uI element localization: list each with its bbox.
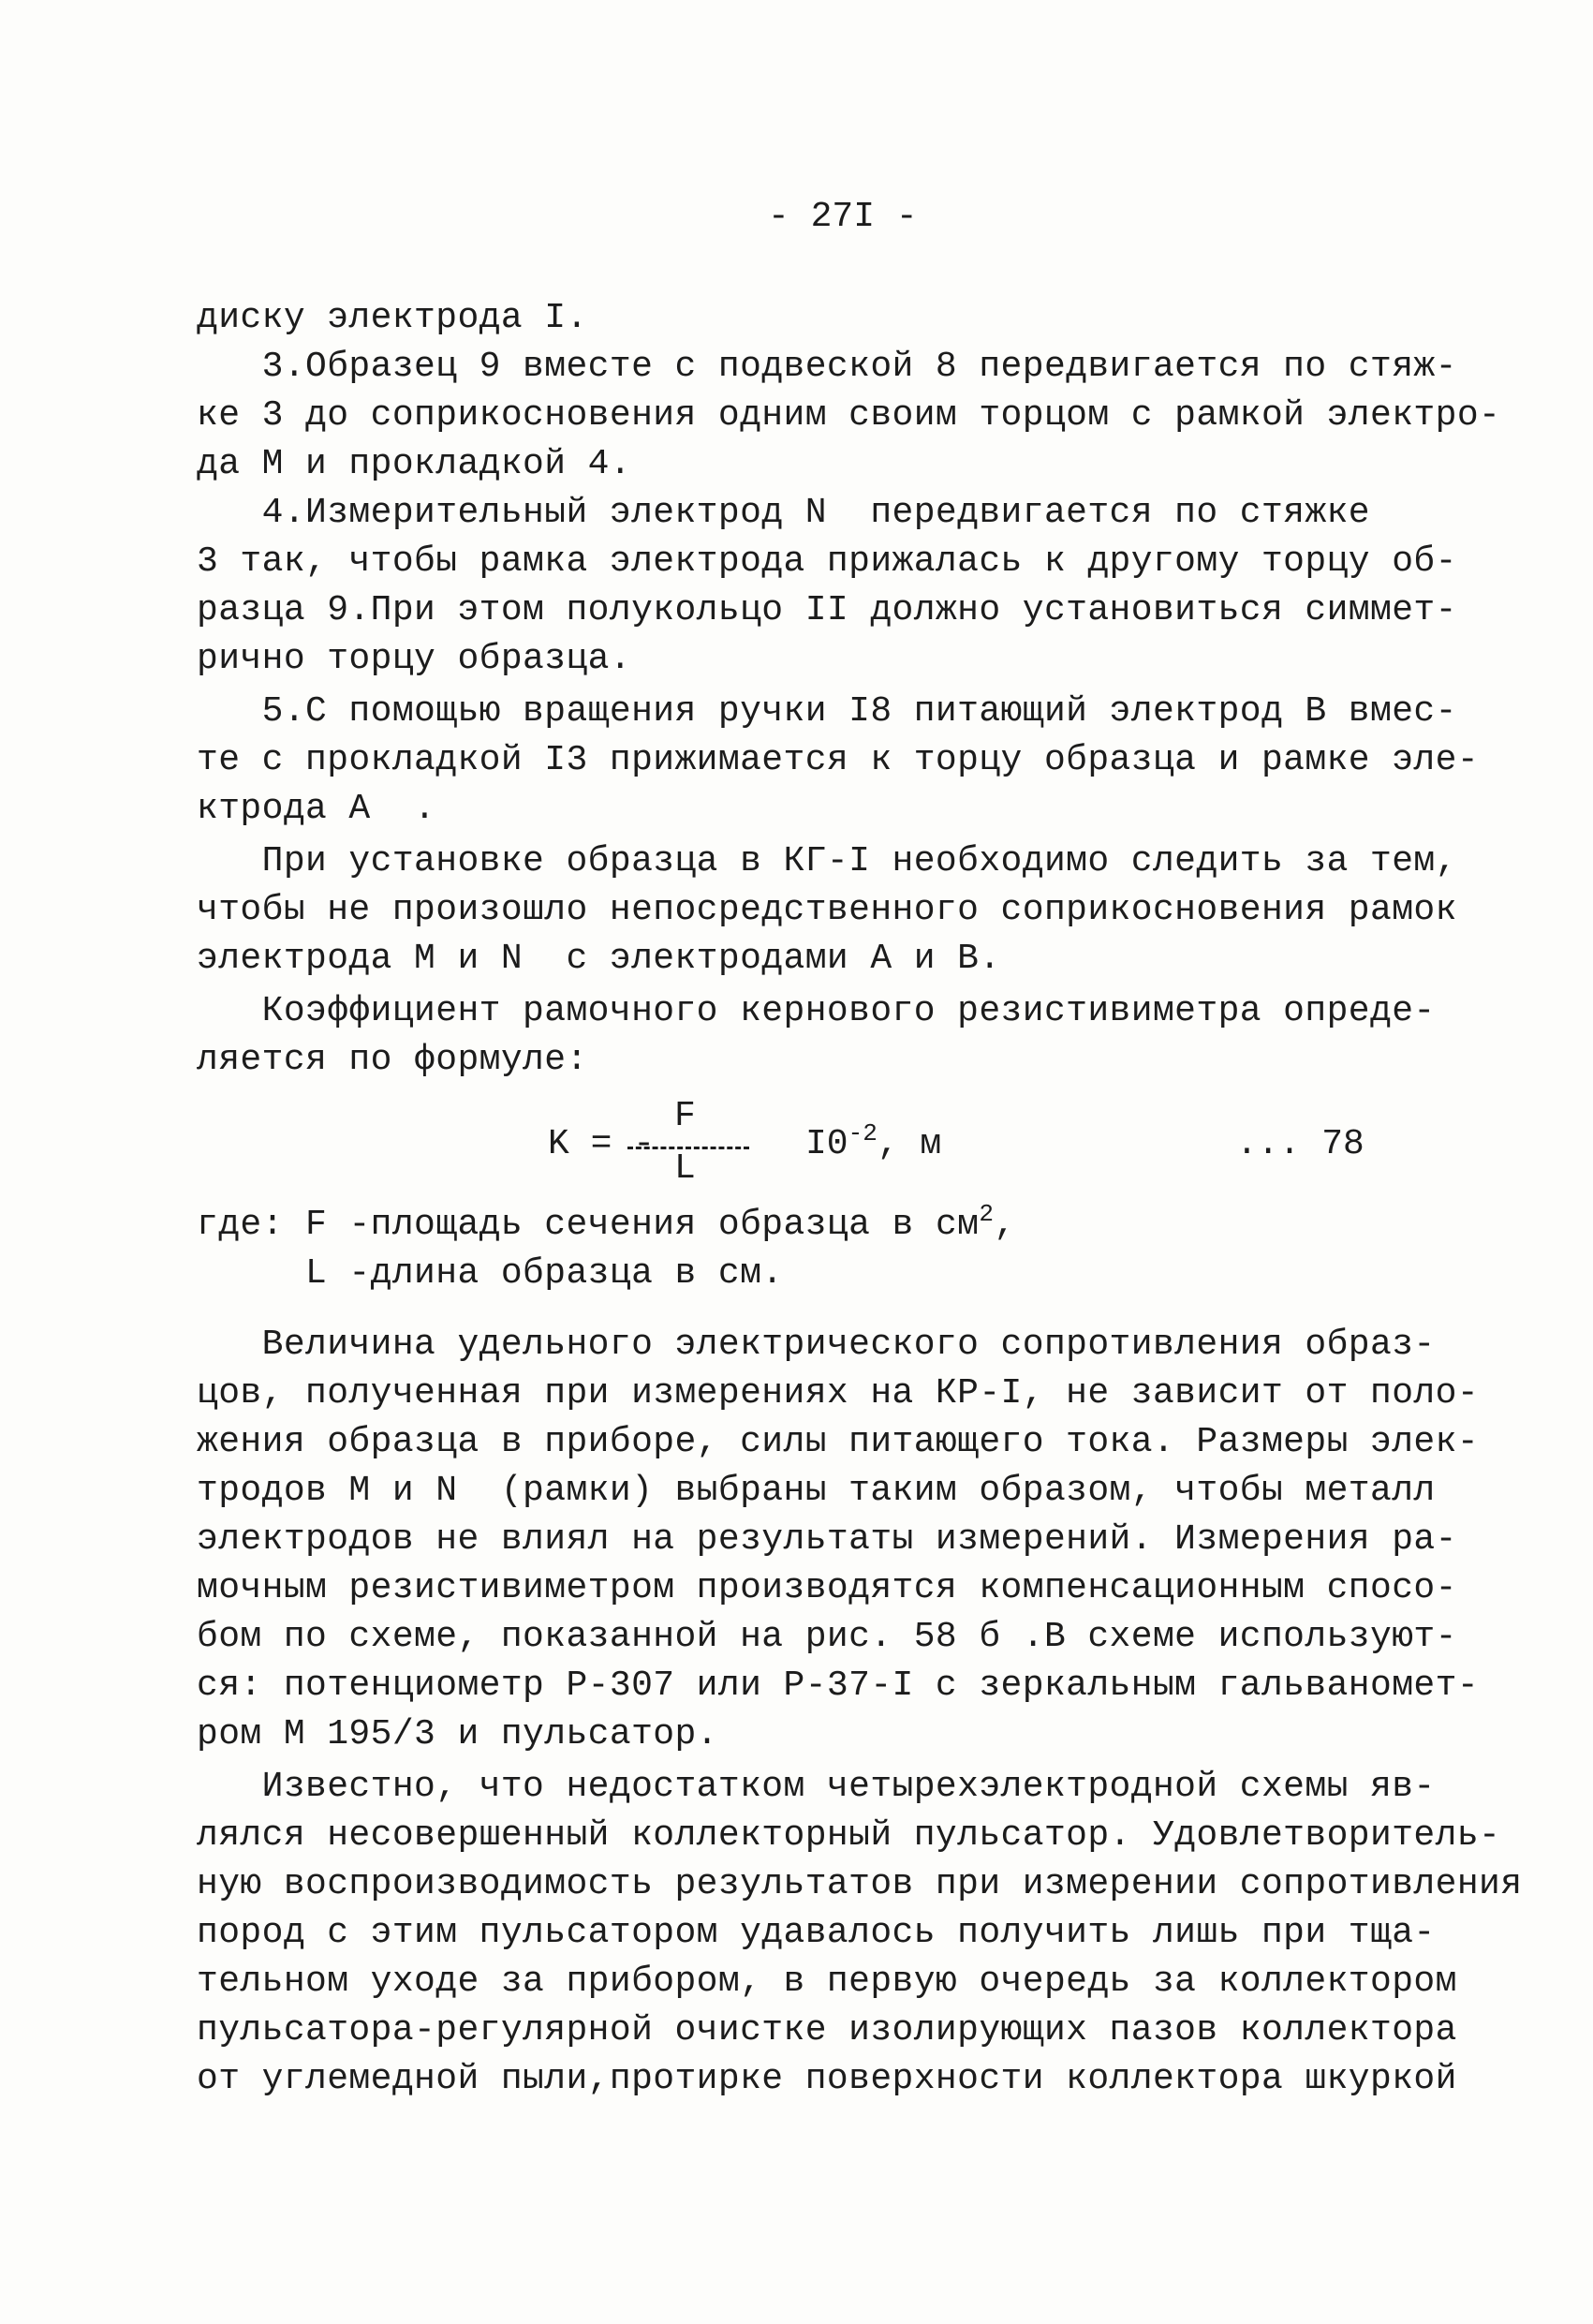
text-line: электрода M и N с электродами A и B. bbox=[197, 939, 1001, 979]
text-line: от углемедной пыли,протирке поверхности коллектора шкуркой bbox=[197, 2059, 1457, 2099]
text-line: бом по схеме, показанной на рис. 58 б .В схеме используют- bbox=[197, 1617, 1457, 1657]
text-line: рично торцу образца. bbox=[197, 639, 632, 679]
text-line: электродов не влиял на результаты измерений. Измерения ра- bbox=[197, 1519, 1457, 1560]
formula-lhs: K = - bbox=[548, 1124, 656, 1164]
text-line: разца 9.При этом полукольцо II должно установиться симмет- bbox=[197, 590, 1457, 630]
text-line: Величина удельного электрического сопротивления образ- bbox=[197, 1325, 1436, 1365]
text-line: При установке образца в КГ-I необходимо следить за тем, bbox=[197, 841, 1457, 881]
text-line: лялся несовершенный коллекторный пульсатор. Удовлетворитель- bbox=[197, 1815, 1501, 1856]
text-line: цов, полученная при измерениях на КР-I, не зависит от поло- bbox=[197, 1373, 1480, 1414]
text-line: мочным резистивиметром производятся компенсационным спосо- bbox=[197, 1568, 1457, 1608]
text-line: пульсатора-регулярной очистке изолирующих пазов коллектора bbox=[197, 2010, 1457, 2050]
text-line: те с прокладкой I3 прижимается к торцу образца и рамке эле- bbox=[197, 740, 1480, 780]
formula-number: ... 78 bbox=[1236, 1124, 1364, 1164]
formula-multiplier: $I0^{-2}$, м bbox=[805, 1119, 942, 1164]
text-line: тельном уходе за прибором, в первую очередь за коллектором bbox=[197, 1961, 1457, 2002]
text-line: чтобы не произошло непосредственного соприкосновения рамок bbox=[197, 890, 1457, 930]
text-line: Известно, что недостатком четырехэлектродной схемы яв- bbox=[197, 1767, 1436, 1807]
text-line: тродов M и N (рамки) выбраны таким образом, чтобы металл bbox=[197, 1471, 1436, 1511]
text-line: ке 3 до соприкосновения одним своим торцом с рамкой электро- bbox=[197, 395, 1501, 436]
formula-numerator: F bbox=[674, 1096, 696, 1136]
formula-denominator: L bbox=[674, 1148, 696, 1189]
text-line: Коэффициент рамочного кернового резистивиметра опреде- bbox=[197, 991, 1436, 1031]
definition-l: L -длина образца в см. bbox=[197, 1253, 784, 1294]
text-line: 3 так, чтобы рамка электрода прижалась к другому торцу об- bbox=[197, 541, 1457, 582]
text-line: 4.Измерительный электрод N передвигается по стяжке bbox=[197, 493, 1370, 533]
text-line: диску электрода I. bbox=[197, 298, 588, 338]
definition-f: где: F -площадь сечения образца в $см^2$, bbox=[197, 1200, 1016, 1245]
text-line: ктрода A . bbox=[197, 789, 436, 829]
text-line: жения образца в приборе, силы питающего тока. Размеры элек- bbox=[197, 1422, 1480, 1462]
text-line: ром М 195/3 и пульсатор. bbox=[197, 1714, 718, 1754]
page-number: - 27I - bbox=[768, 197, 918, 237]
text-line: пород с этим пульсатором удавалось получить лишь при тща- bbox=[197, 1913, 1436, 1953]
text-line: 3.Образец 9 вместе с подвеской 8 передвигается по стяж- bbox=[197, 347, 1457, 387]
text-line: ляется по формуле: bbox=[197, 1040, 588, 1080]
formula-fraction bbox=[609, 1096, 768, 1199]
text-line: 5.С помощью вращения ручки I8 питающий электрод B вмес- bbox=[197, 691, 1457, 732]
text-line: ную воспроизводимость результатов при измерении сопротивления bbox=[197, 1864, 1523, 1904]
formula-78 bbox=[0, 1096, 1593, 1199]
text-line: да M и прокладкой 4. bbox=[197, 444, 632, 484]
text-line: ся: потенциометр Р-307 или Р-37-I с зеркальным гальваномет- bbox=[197, 1665, 1480, 1706]
